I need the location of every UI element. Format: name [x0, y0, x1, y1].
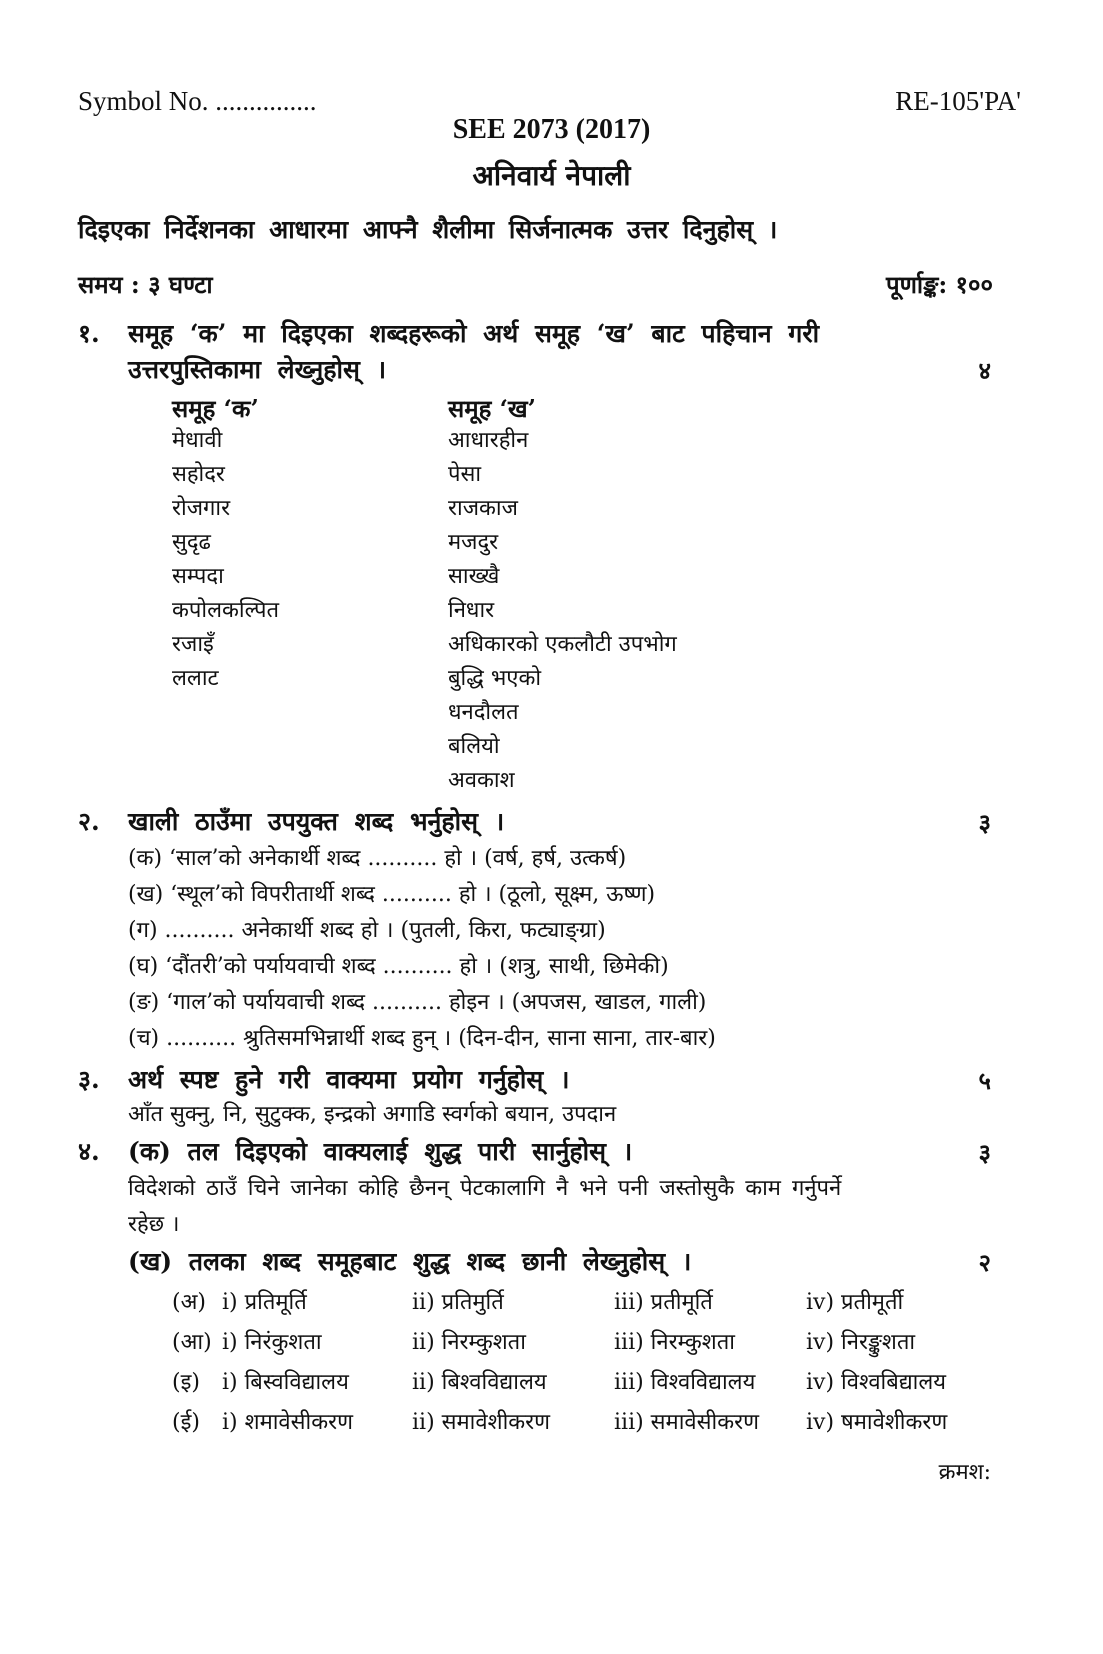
- group-a-title: समूह ‘क’: [172, 394, 259, 423]
- group-b-item: निधार: [448, 598, 495, 623]
- option: ii) निरम्कुशता: [412, 1330, 526, 1355]
- q3-text: अर्थ स्पष्ट हुने गरी वाक्यमा प्रयोग गर्नुहोस् ।: [128, 1065, 570, 1094]
- q4a-body-line1: विदेशको ठाउँ चिने जानेका कोहि छैनन् पेटकालागि नै भने पनी जस्तोसुकै काम गर्नुपर्ने: [128, 1176, 842, 1201]
- option: iii) समावेसीकरण: [614, 1410, 760, 1435]
- q4b-marks: २: [978, 1248, 991, 1277]
- group-b-item: अवकाश: [448, 768, 515, 793]
- q3-marks: ५: [978, 1066, 991, 1095]
- option: iii) विश्वविद्यालय: [614, 1370, 756, 1395]
- group-a-item: मेधावी: [172, 428, 223, 453]
- option: i) शमावेसीकरण: [222, 1410, 354, 1435]
- q3-body: आँत सुक्नु, नि, सुटुक्क, इन्द्रको अगाडि स्वर्गको बयान, उपदान: [128, 1102, 617, 1127]
- option: iii) निरम्कुशता: [614, 1330, 735, 1355]
- q2-marks: ३: [978, 808, 991, 837]
- option: ii) बिश्वविद्यालय: [412, 1370, 547, 1395]
- group-b-item: बुद्धि भएको: [448, 666, 542, 691]
- time-allowed: समय : ३ घण्टा: [78, 270, 213, 299]
- group-a-item: रोजगार: [172, 496, 231, 521]
- group-a-item: सहोदर: [172, 462, 225, 487]
- q1-text-line1: समूह ‘क’ मा दिइएका शब्दहरूको अर्थ समूह ‘ख’ बाट पहिचान गरी: [128, 319, 820, 348]
- q4a-body-line2: रहेछ ।: [128, 1212, 180, 1237]
- q2-text: खाली ठाउँमा उपयुक्त शब्द भर्नुहोस् ।: [128, 807, 505, 836]
- symbol-number: Symbol No. ...............: [78, 86, 317, 116]
- q4a-text: (क) तल दिइएको वाक्यलाई शुद्ध पारी सार्नुहोस् ।: [128, 1137, 633, 1166]
- q4a-marks: ३: [978, 1138, 991, 1167]
- group-b-item: साख्खै: [448, 564, 500, 589]
- q2-item: (क) ‘साल’को अनेकार्थी शब्द .......... हो । (वर्ष, हर्ष, उत्कर्ष): [128, 846, 627, 871]
- exam-title: SEE 2073 (2017): [452, 114, 651, 145]
- full-marks: पूर्णाङ्क: १००: [885, 270, 993, 299]
- option: i) बिस्वविद्यालय: [222, 1370, 349, 1395]
- option: i) प्रतिमूर्ति: [222, 1290, 307, 1315]
- group-a-item: ललाट: [172, 666, 219, 691]
- option: iii) प्रतीमूर्ति: [614, 1290, 713, 1315]
- group-a-item: सम्पदा: [172, 564, 224, 589]
- group-a-item: कपोलकल्पित: [172, 598, 280, 623]
- paper-code: RE-105'PA': [895, 86, 1021, 116]
- option: ii) समावेशीकरण: [412, 1410, 551, 1435]
- q3-number: ३.: [78, 1065, 100, 1094]
- q2-item: (घ) ‘दौंतरी’को पर्यायवाची शब्द .......... हो । (शत्रु, साथी, छिमेकी): [128, 954, 669, 979]
- q4-number: ४.: [78, 1137, 100, 1166]
- option: iv) विश्वबिद्यालय: [806, 1370, 947, 1395]
- option: iv) प्रतीमूर्ती: [806, 1290, 904, 1315]
- group-b-item: अधिकारको एकलौटी उपभोग: [448, 632, 677, 657]
- q2-item: (ख) ‘स्थूल’को विपरीतार्थी शब्द .......... हो । (ठूलो, सूक्ष्म, ऊष्ण): [128, 882, 656, 907]
- q4b-text: (ख) तलका शब्द समूहबाट शुद्ध शब्द छानी लेख्नुहोस् ।: [128, 1247, 692, 1276]
- option-row-label: (इ): [172, 1370, 200, 1395]
- option-row-label: (ई): [172, 1410, 200, 1435]
- q1-marks: ४: [978, 356, 991, 385]
- group-b-item: राजकाज: [448, 496, 518, 521]
- option: iv) निरङ्कुशता: [806, 1330, 916, 1355]
- continued-note: क्रमश:: [938, 1460, 991, 1485]
- option: i) निरंकुशता: [222, 1330, 322, 1355]
- group-b-item: धनदौलत: [448, 700, 519, 725]
- subject-title: अनिवार्य नेपाली: [472, 159, 631, 192]
- option: iv) षमावेशीकरण: [806, 1410, 948, 1435]
- option: ii) प्रतिमुर्ति: [412, 1290, 504, 1315]
- group-a-item: रजाइँ: [172, 632, 214, 657]
- group-b-title: समूह ‘ख’: [448, 394, 537, 423]
- group-a-item: सुदृढ: [172, 530, 211, 555]
- q2-item: (ङ) ‘गाल’को पर्यायवाची शब्द .......... होइन । (अपजस, खाडल, गाली): [128, 990, 707, 1015]
- q1-text-line2: उत्तरपुस्तिकामा लेख्नुहोस् ।: [128, 355, 387, 384]
- general-instruction: दिइएका निर्देशनका आधारमा आफ्नै शैलीमा सिर्जनात्मक उत्तर दिनुहोस् ।: [78, 215, 778, 244]
- q2-item: (ग) .......... अनेकार्थी शब्द हो । (पुतली, किरा, फट्याङ्ग्रा): [128, 918, 606, 943]
- group-b-item: पेसा: [448, 462, 482, 487]
- option-row-label: (आ): [172, 1330, 212, 1355]
- group-b-item: आधारहीन: [448, 428, 529, 453]
- option-row-label: (अ): [172, 1290, 206, 1315]
- q1-number: १.: [78, 319, 100, 348]
- group-b-item: मजदुर: [448, 530, 499, 555]
- group-b-item: बलियो: [448, 734, 500, 759]
- q2-item: (च) .......... श्रुतिसमभिन्नार्थी शब्द हुन् । (दिन-दीन, साना साना, तार-बार): [128, 1026, 716, 1051]
- q2-number: २.: [78, 807, 100, 836]
